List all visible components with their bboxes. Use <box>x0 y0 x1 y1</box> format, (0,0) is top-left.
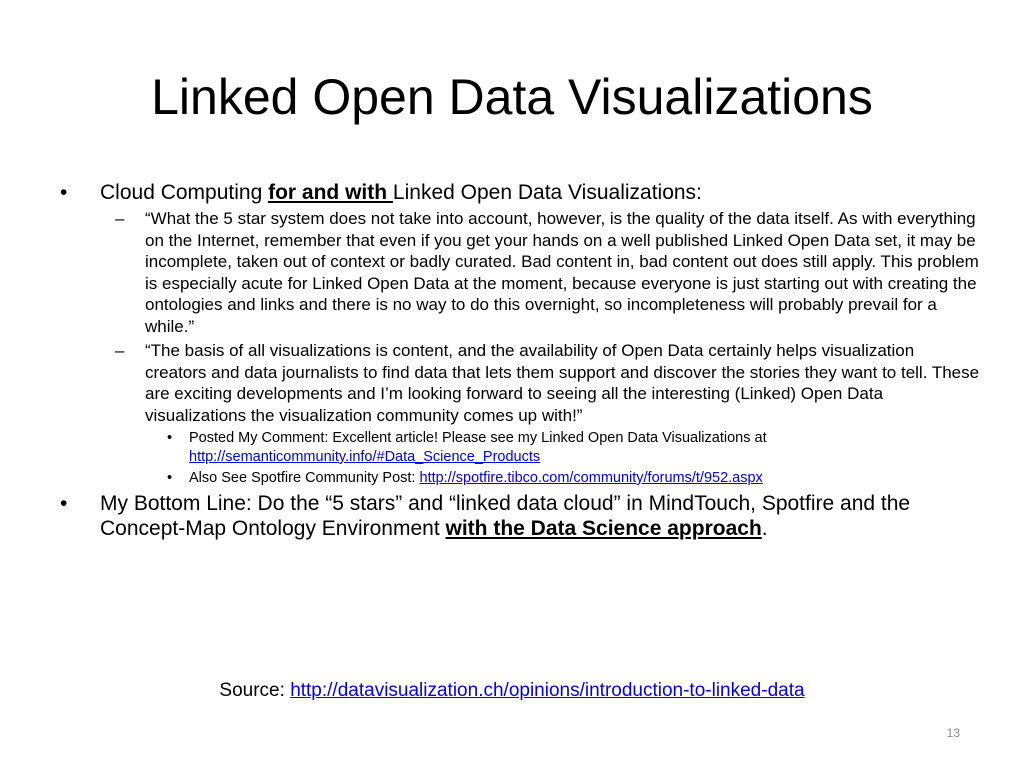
quote-visualizations <box>60 340 980 426</box>
bullet-text: . <box>761 516 768 540</box>
source-line <box>0 678 1024 704</box>
bullet-marker: • <box>60 181 68 204</box>
slide-title: Linked Open Data Visualizations <box>151 69 873 125</box>
bullet-text: My Bottom Line: Do the “5 stars” and “linked data cloud” in MindTouch, Spotfire and the Concept-Map Ontology Environment <box>100 491 911 540</box>
quote-text: “What the 5 star system does not take into account, however, is the quality of the data itself. As with everything on the Internet, remember that even if you get your hands on a well published Linked Open Data set, it may be incomplete, taken out of context or badly curated. Bad content in, bad content out does still apply. This problem is especially acute for Linked Open Data at the moment, because everyone is just starting out with creating the ontologies and links and there is no way to do this overnight, so incompleteness will probably prevail for a while.” <box>145 209 979 336</box>
source-label: Source: <box>219 680 291 701</box>
sub-bullet-text: Posted My Comment: Excellent article! Please see my Linked Open Data Visualizations at <box>189 430 767 446</box>
spotfire-community-link[interactable]: http://spotfire.tibco.com/community/forums/t/952.aspx <box>419 470 763 486</box>
semanticommunity-link[interactable]: http://semanticommunity.info/#Data_Science_Products <box>189 448 541 465</box>
quote-five-star <box>60 208 980 337</box>
bullet-emphasis: with the Data Science approach <box>445 516 762 540</box>
bullet-marker: • <box>167 470 173 486</box>
slide-number: 13 <box>946 726 960 740</box>
sub-bullet-posted-comment <box>60 429 980 466</box>
bullet-text: Linked Open Data Visualizations: <box>392 181 702 204</box>
bullet-text: Cloud Computing <box>100 181 269 204</box>
dash-marker: – <box>115 209 125 228</box>
source-link[interactable]: http://datavisualization.ch/opinions/introduction-to-linked-data <box>290 680 805 701</box>
bullet-marker: • <box>60 491 68 515</box>
slide-content <box>60 180 980 544</box>
dash-marker: – <box>115 341 125 360</box>
sub-bullet-spotfire-post <box>60 469 980 488</box>
bullet-marker: • <box>167 430 173 446</box>
sub-bullet-text: Also See Spotfire Community Post: <box>189 470 420 486</box>
bullet-bottom-line <box>60 491 980 541</box>
quote-text: “The basis of all visualizations is content, and the availability of Open Data certainly helps visualization creators and data journalists to find data that lets them support and discover the stories they want to tell. These are exciting developments and I’m looking forward to seeing all the interesting (Linked) Open Data visualizations the visualization community comes up with!” <box>145 341 980 425</box>
bullet-emphasis: for and with <box>268 181 393 204</box>
bullet-cloud-computing <box>60 180 980 205</box>
